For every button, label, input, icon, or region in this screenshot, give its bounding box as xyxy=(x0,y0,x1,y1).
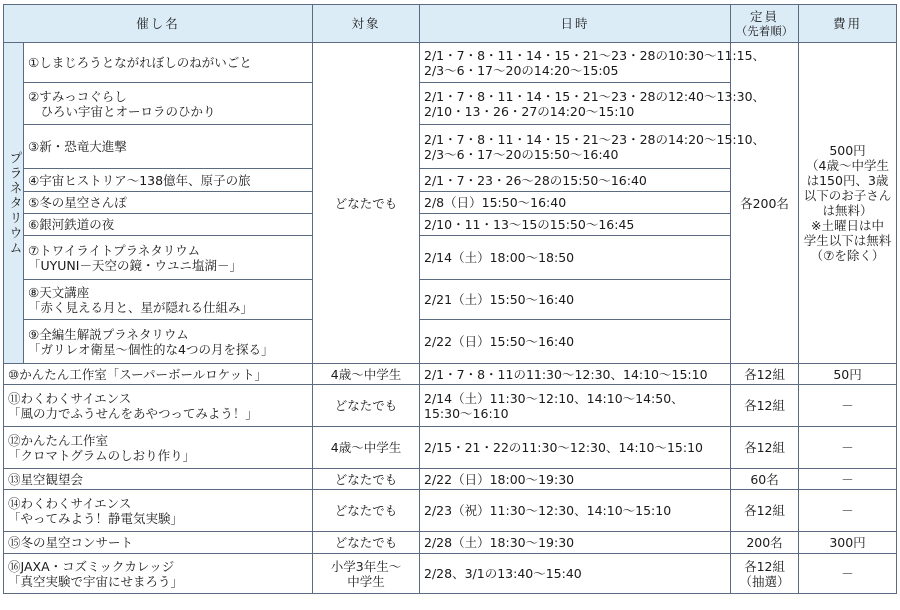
event-date: 2/28（土）18:30～19:30 xyxy=(420,532,731,554)
event-capacity: 60名 xyxy=(731,469,799,490)
header-row xyxy=(4,5,897,43)
planetarium-capacity: 各200名 xyxy=(731,43,799,364)
event-name: ⑤冬の星空さんぽ xyxy=(24,192,313,214)
event-date: 2/14（土）11:30～12:10、14:10～14:50、 15:30～16:10 xyxy=(420,385,731,427)
event-name: ①しまじろうとながれぼしのねがいごと xyxy=(24,43,313,83)
event-name: ②すみっコぐらし ひろい宇宙とオーロラのひかり xyxy=(24,83,313,125)
event-capacity: 各12組 xyxy=(731,385,799,427)
header-fee: 費用 xyxy=(799,5,897,43)
event-date: 2/14（土）18:00～18:50 xyxy=(420,236,731,280)
event-name: ④宇宙ヒストリア～138億年、原子の旅 xyxy=(24,169,313,192)
event-date: 2/21（土）15:50～16:40 xyxy=(420,280,731,320)
event-date: 2/10・11・13～15の15:50～16:45 xyxy=(420,214,731,236)
event-name: ⑮冬の星空コンサート xyxy=(4,532,313,554)
event-name: ⑨全編生解説プラネタリウム 「ガリレオ衛星～個性的な4つの月を探る」 xyxy=(24,320,313,364)
table-row xyxy=(4,364,897,385)
event-name: ⑬星空観望会 xyxy=(4,469,313,490)
event-fee: － xyxy=(799,469,897,490)
event-date: 2/1・7・23・26～28の15:50～16:40 xyxy=(420,169,731,192)
event-fee: － xyxy=(799,427,897,469)
event-target: 4歳～中学生 xyxy=(313,427,420,469)
event-name: ③新・恐竜大進撃 xyxy=(24,125,313,169)
event-fee: 300円 xyxy=(799,532,897,554)
event-date: 2/1・7・8・11・14・15・21～23・28の14:20～15:10、 2/3～6・17～20の15:50～16:40 xyxy=(420,125,731,169)
event-date: 2/1・7・8・11・14・15・21～23・28の12:40～13:30、 2/10・13・26・27の14:20～15:10 xyxy=(420,83,731,125)
event-target: どなたでも xyxy=(313,469,420,490)
event-name: ⑧天文講座 「赤く見える月と、星が隠れる仕組み」 xyxy=(24,280,313,320)
header-datetime: 日時 xyxy=(420,5,731,43)
event-date: 2/22（日）15:50～16:40 xyxy=(420,320,731,364)
table-row xyxy=(4,532,897,554)
table-row xyxy=(4,43,897,83)
event-capacity: 200名 xyxy=(731,532,799,554)
table-row xyxy=(4,554,897,594)
event-date: 2/15・21・22の11:30～12:30、14:10～15:10 xyxy=(420,427,731,469)
event-fee: － xyxy=(799,385,897,427)
event-date: 2/8（日）15:50～16:40 xyxy=(420,192,731,214)
event-capacity: 各12組 xyxy=(731,490,799,532)
event-fee: － xyxy=(799,490,897,532)
event-target: どなたでも xyxy=(313,385,420,427)
event-schedule-table xyxy=(3,4,897,594)
event-name: ⑭わくわくサイエンス 「やってみよう！静電気実験」 xyxy=(4,490,313,532)
table-row xyxy=(4,427,897,469)
event-target: 4歳～中学生 xyxy=(313,364,420,385)
event-date: 2/1・7・8・11の11:30～12:30、14:10～15:10 xyxy=(420,364,731,385)
planetarium-fee: 500円 （4歳～中学生 は150円、3歳 以下のお子さん は無料） ※土曜日は中 学生以下は無料 （⑦を除く） xyxy=(799,43,897,364)
event-date: 2/1・7・8・11・14・15・21～23・28の10:30～11:15、 2/3～6・17～20の14:20～15:05 xyxy=(420,43,731,83)
planetarium-target: どなたでも xyxy=(313,43,420,364)
event-capacity: 各12組 xyxy=(731,427,799,469)
table-row xyxy=(4,469,897,490)
event-name: ⑩かんたん工作室「スーパーボールロケット」 xyxy=(4,364,313,385)
event-date: 2/23（祝）11:30～12:30、14:10～15:10 xyxy=(420,490,731,532)
event-target: 小学3年生～ 中学生 xyxy=(313,554,420,594)
event-capacity: 各12組 （抽選） xyxy=(731,554,799,594)
event-capacity: 各12組 xyxy=(731,364,799,385)
event-target: どなたでも xyxy=(313,490,420,532)
event-name: ⑫かんたん工作室 「クロマトグラムのしおり作り」 xyxy=(4,427,313,469)
planetarium-label: プラネタリウム xyxy=(4,43,24,364)
event-date: 2/28、3/1の13:40～15:40 xyxy=(420,554,731,594)
event-date: 2/22（日）18:00～19:30 xyxy=(420,469,731,490)
table-row xyxy=(4,385,897,427)
header-event: 催し名 xyxy=(4,5,313,43)
header-target: 対象 xyxy=(313,5,420,43)
event-fee: － xyxy=(799,554,897,594)
event-name: ⑦トワイライトプラネタリウム 「UYUNI－天空の鏡・ウユニ塩湖－」 xyxy=(24,236,313,280)
event-target: どなたでも xyxy=(313,532,420,554)
event-fee: 50円 xyxy=(799,364,897,385)
event-name: ⑥銀河鉄道の夜 xyxy=(24,214,313,236)
event-name: ⑪わくわくサイエンス 「風の力でふうせんをあやつってみよう！」 xyxy=(4,385,313,427)
header-capacity: 定員 （先着順） xyxy=(731,5,799,43)
event-name: ⑯JAXA・コズミックカレッジ 「真空実験で宇宙にせまろう」 xyxy=(4,554,313,594)
table-row xyxy=(4,490,897,532)
